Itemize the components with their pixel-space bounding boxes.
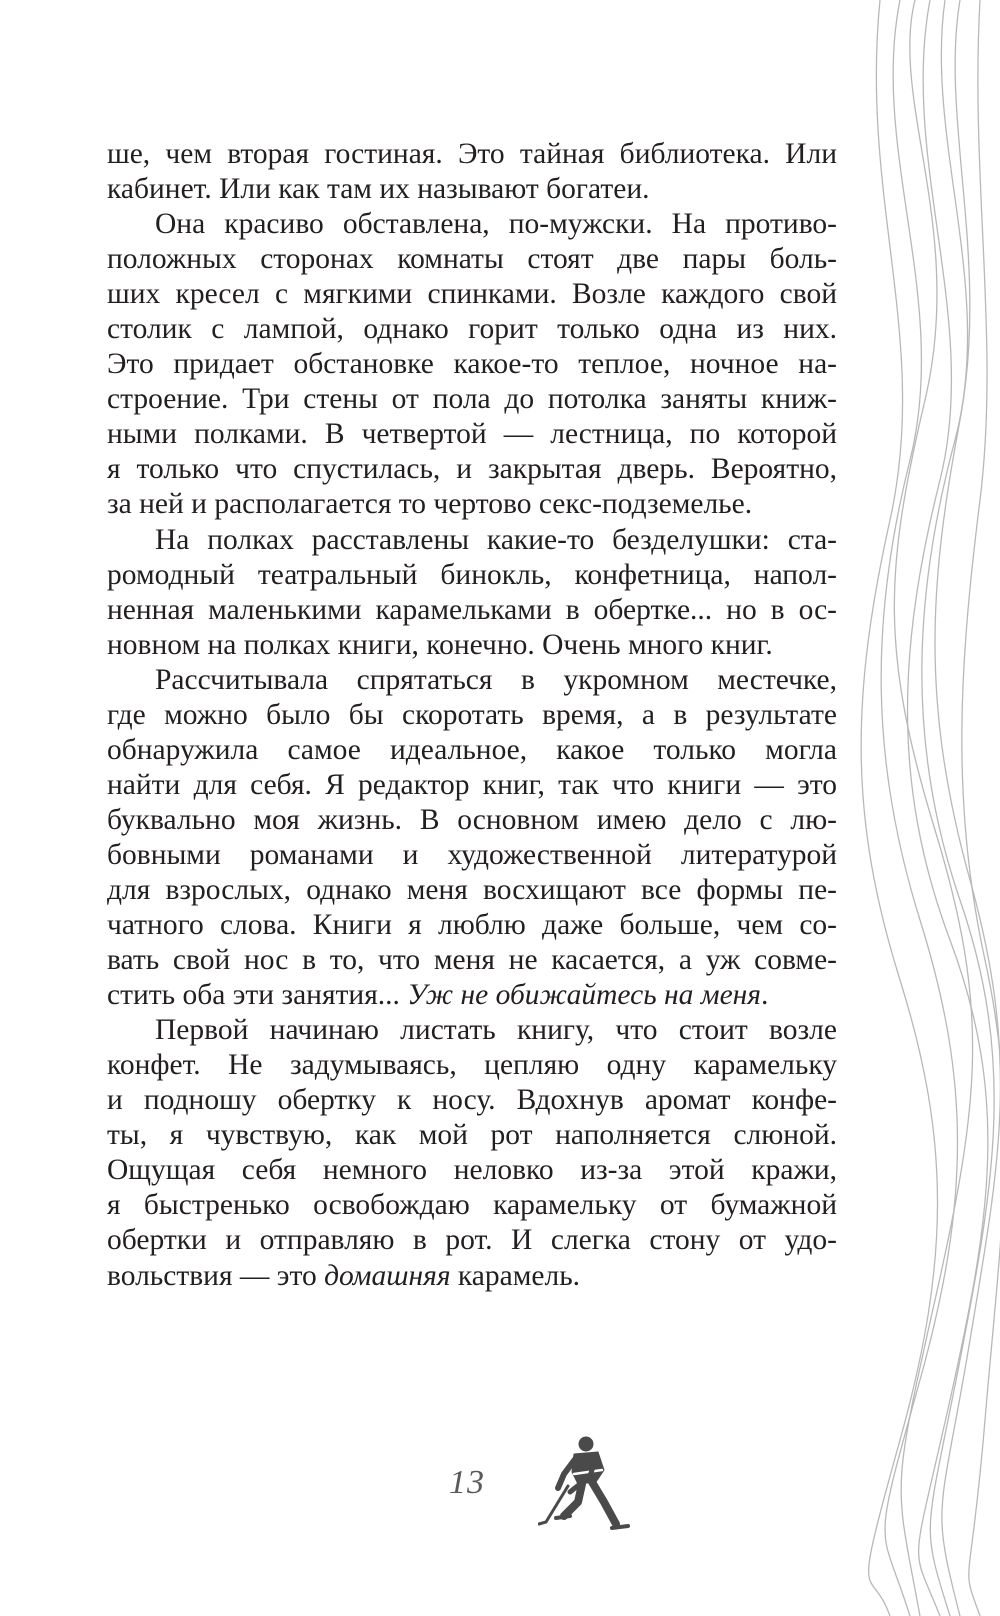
text-line: чатного слова. Книги я люблю даже больше, чем со- (107, 909, 837, 942)
text-line: ными полками. В четвертой — лестница, по которой (107, 418, 837, 451)
hockey-player-icon (538, 1430, 638, 1540)
text-line: буквально моя жизнь. В основном имею дело с лю- (107, 803, 837, 836)
text-line: ших кресел с мягкими спинками. Возле каждого свой (107, 278, 837, 311)
text-run: карамель. (450, 1259, 581, 1292)
text-line: обнаружила самое идеальное, какое только могла (107, 733, 837, 766)
italic-text-run: Уж не обижайтесь на меня (407, 979, 762, 1012)
text-line: где можно было бы скоротать время, а в результате (107, 698, 837, 731)
text-line: положных сторонах комнаты стоят две пары боль- (107, 243, 837, 276)
italic-text-run: домашняя (324, 1259, 451, 1292)
text-line: вать свой нос в то, что меня не касается, а уж совме- (107, 944, 837, 977)
text-line: обертки и отправляю в рот. И слегка стону от удо- (107, 1224, 837, 1257)
text-line: кабинет. Или как там их называют богатеи. (107, 173, 650, 206)
paragraph-3 (107, 523, 837, 663)
text-line: Первой начинаю листать книгу, что стоит возле (155, 1014, 837, 1047)
decorative-wavy-lines (860, 0, 1000, 1616)
text-line: ненная маленькими карамельками в обертке... но в ос- (107, 593, 837, 626)
text-line: бовными романами и художественной литературой (107, 838, 837, 871)
text-line: Она красиво обставлена, по-мужски. На противо- (155, 208, 837, 241)
text-line (107, 1259, 837, 1294)
paragraph-1 (107, 137, 837, 207)
text-line: я быстренько освобождаю карамельку от бумажной (107, 1189, 837, 1222)
text-run: стить оба эти занятия... (107, 979, 408, 1012)
text-line: Это придает обстановке какое-то теплое, ночное на- (107, 348, 837, 381)
body-text (107, 137, 837, 1294)
text-line: я только что спустилась, и закрытая дверь. Вероятно, (107, 453, 837, 486)
text-line: столик с лампой, однако горит только одна из них. (107, 313, 837, 346)
text-line: строение. Три стены от пола до потолка заняты книж- (107, 383, 837, 416)
text-line: и подношу обертку к носу. Вдохнув аромат конфе- (107, 1084, 837, 1117)
text-line: для взрослых, однако меня восхищают все формы пе- (107, 873, 837, 906)
text-line: конфет. Не задумываясь, цепляю одну карамельку (107, 1049, 837, 1082)
text-run: . (761, 979, 769, 1012)
text-run: вольствия — это (107, 1259, 325, 1292)
text-line: за ней и располагается то чертово секс-подземелье. (107, 488, 753, 521)
paragraph-5 (107, 1013, 837, 1293)
paragraph-2 (107, 207, 837, 522)
text-line: новном на полках книги, конечно. Очень много книг. (107, 628, 773, 661)
text-line: ромодный театральный бинокль, конфетница, напол- (107, 558, 837, 591)
text-line: Ощущая себя немного неловко из-за этой кражи, (107, 1154, 837, 1187)
text-line: ты, я чувствую, как мой рот наполняется слюной. (107, 1119, 837, 1152)
paragraph-4 (107, 663, 837, 1013)
text-line: На полках расставлены какие-то безделушки: ста- (155, 523, 837, 556)
text-line: найти для себя. Я редактор книг, так что книги — это (107, 768, 837, 801)
text-line: ше, чем вторая гостиная. Это тайная библиотека. Или (107, 138, 837, 170)
page-number: 13 (449, 1464, 485, 1501)
text-line (107, 978, 837, 1013)
text-line: Рассчитывала спрятаться в укромном местечке, (155, 663, 837, 696)
